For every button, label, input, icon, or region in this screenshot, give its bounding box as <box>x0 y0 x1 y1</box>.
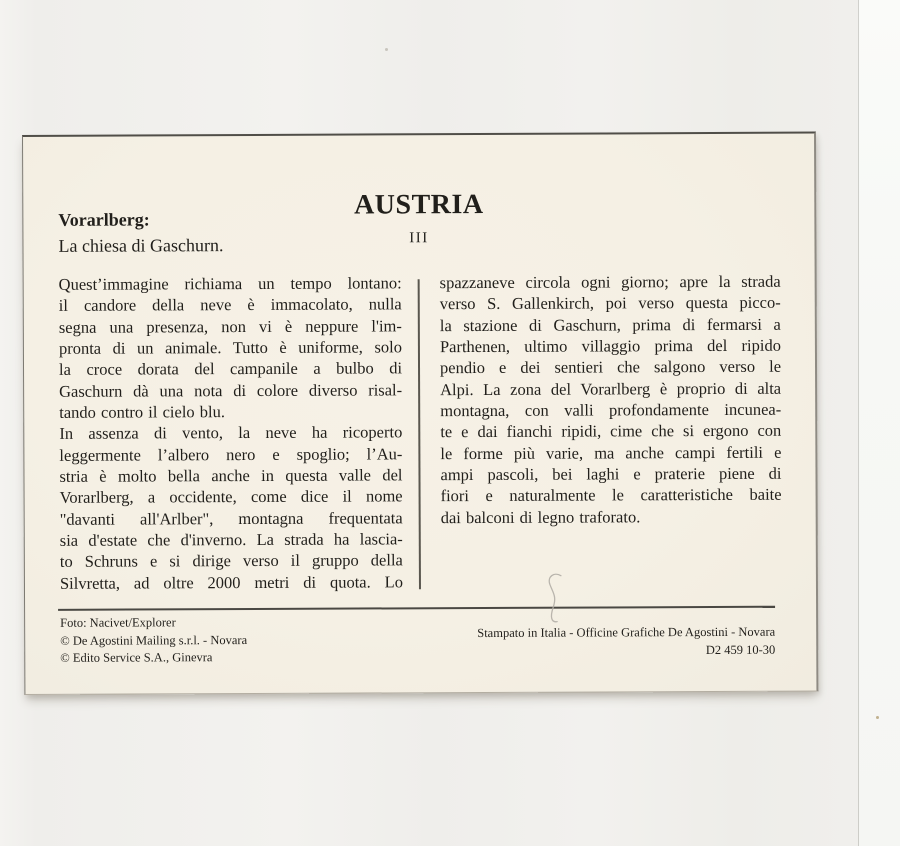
body-line: montagna, con valli profondamente incunea- <box>440 399 782 421</box>
body-line: la stazione di Gaschurn, prima di fermarsi a <box>439 314 781 335</box>
body-line: Vorarlberg, a occidente, come dice il nome <box>59 486 403 508</box>
body-line: Alpi. La zona del Vorarlberg è proprio di alta <box>440 378 782 399</box>
pencil-squiggle-mark <box>540 568 590 630</box>
body-line: te e dai fianchi ripidi, cime che si ergono con <box>440 421 782 442</box>
credits-left <box>60 614 247 667</box>
credit-line: D2 459 10-30 <box>705 642 776 657</box>
body-column-right <box>440 271 782 529</box>
credits-right <box>375 624 775 661</box>
body-line: to Schruns e si dirige verso il gruppo della <box>59 550 403 572</box>
body-line: il candore della neve è immacolato, nulla <box>58 294 402 316</box>
body-line: dai balconi di legno traforato. <box>440 507 641 527</box>
body-line: Parthenen, ultimo villaggio prima del ripido <box>439 335 781 357</box>
body-line: spazzaneve circola ogni giorno; apre la strada <box>439 271 781 293</box>
paper-speck <box>385 48 388 51</box>
scan-light-strip <box>858 0 900 846</box>
body-line: la croce dorata del campanile a bulbo di <box>58 358 403 380</box>
body-line: fiori e naturalmente le caratteristiche baite <box>440 485 782 506</box>
body-line: pendio e dei sentieri che salgono verso le <box>439 357 782 378</box>
footer-rule <box>58 606 775 611</box>
body-line: tando contro il cielo blu. <box>59 402 226 422</box>
body-line: Gaschurn dà una nota di colore diverso risal- <box>59 380 403 401</box>
body-line: In assenza di vento, la neve ha ricoperto <box>59 422 403 444</box>
column-divider-rule <box>418 279 421 589</box>
postcard-back <box>22 132 818 695</box>
card-series-numeral: III <box>409 230 429 247</box>
body-column-left <box>59 272 403 594</box>
body-line: Quest’immagine richiama un tempo lontano: <box>58 273 402 294</box>
credit-line: Stampato in Italia - Officine Grafiche De Agostini - Novara <box>477 624 776 641</box>
body-line: pronta di un animale. Tutto è uniforme, solo <box>58 337 402 358</box>
body-line: leggermente l’albero nero e spoglio; l’Au- <box>59 444 403 465</box>
credit-line: © De Agostini Mailing s.r.l. - Novara <box>60 632 248 648</box>
body-line: verso S. Gallenkirch, poi verso questa picco- <box>439 293 781 314</box>
card-title: AUSTRIA <box>353 188 484 221</box>
body-line: "davanti all'Arlber", montagna frequentata <box>59 508 403 529</box>
body-line: segna una presenza, non vi è neppure l'im- <box>58 316 402 337</box>
body-line: sia d'estate che d'inverno. La strada ha lascia- <box>59 529 403 550</box>
body-line: Silvretta, ad oltre 2000 metri di quota. Lo <box>59 572 403 593</box>
region-label: Vorarlberg: <box>58 209 150 230</box>
body-line: stria è molto bella anche in questa valle del <box>59 465 403 486</box>
card-subtitle: La chiesa di Gaschurn. <box>58 235 224 256</box>
body-line: ampi pascoli, bei laghi e praterie piene di <box>440 463 782 485</box>
paper-speck <box>876 716 879 719</box>
body-line: le forme più varie, ma anche campi fertili e <box>440 442 782 463</box>
credit-line: © Edito Service S.A., Ginevra <box>60 650 213 665</box>
credit-line: Foto: Nacivet/Explorer <box>60 615 176 630</box>
